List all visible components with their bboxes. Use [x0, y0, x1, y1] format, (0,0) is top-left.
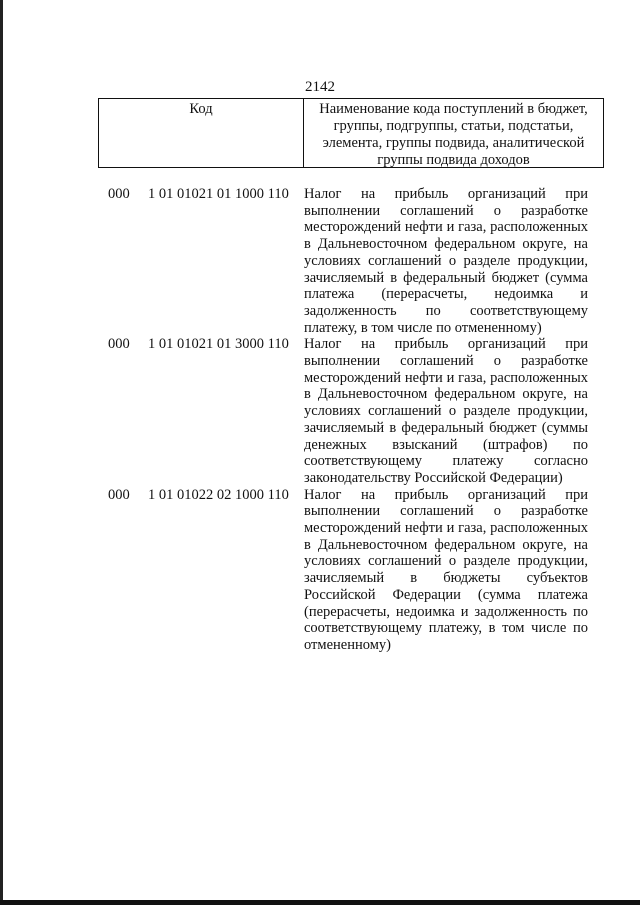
code-description: Налог на прибыль организаций при выполнении соглашений о разработке месторождений нефти и газа, расположенных в Дальневосточном федеральном округе, на условиях соглашений о разделе продукции, зачисляемый в бюджеты субъектов Российской Федерации (сумма платежа (перерасчеты, недоимка и задолженность по соответствующему платежу, в том числе по отмененному): [304, 486, 588, 653]
code-description: Налог на прибыль организаций при выполнении соглашений о разработке месторождений нефти и газа, расположенных в Дальневосточном федеральном округе, на условиях соглашений о разделе продукции, зачисляемый в федеральный бюджет (суммы денежных взысканий (штрафов) по соответствующему платежу согласно законодательству Российской Федерации): [304, 336, 588, 486]
scan-edge-left: [0, 0, 3, 905]
table-row: [108, 487, 588, 654]
header-name-label: Наименование кода поступлений в бюджет, группы, подгруппы, статьи, подстатьи, элемента, группы подвида, аналитической группы подвида доходов: [319, 101, 588, 168]
scan-edge-bottom: [0, 900, 640, 905]
admin-code: 000: [108, 186, 130, 202]
code-description: Налог на прибыль организаций при выполнении соглашений о разработке месторождений нефти и газа, расположенных в Дальневосточном федеральном округе, на условиях соглашений о разделе продукции, зачисляемый в федеральный бюджет (сумма платежа (перерасчеты, недоимка и задолженность по соответствующему платежу, в том числе по отмененному): [304, 186, 588, 336]
table-row: [108, 336, 588, 486]
table-header: [98, 98, 604, 168]
budget-code: 1 01 01022 02 1000 110: [148, 486, 289, 503]
table-row: [108, 186, 588, 336]
admin-code: 000: [108, 486, 130, 503]
income-code-list: [108, 186, 588, 654]
budget-code: 1 01 01021 01 1000 110: [148, 186, 289, 202]
budget-code: 1 01 01021 01 3000 110: [148, 336, 289, 353]
page-number: 2142: [305, 79, 335, 95]
header-code-label: Код: [99, 99, 304, 167]
admin-code: 000: [108, 336, 130, 353]
